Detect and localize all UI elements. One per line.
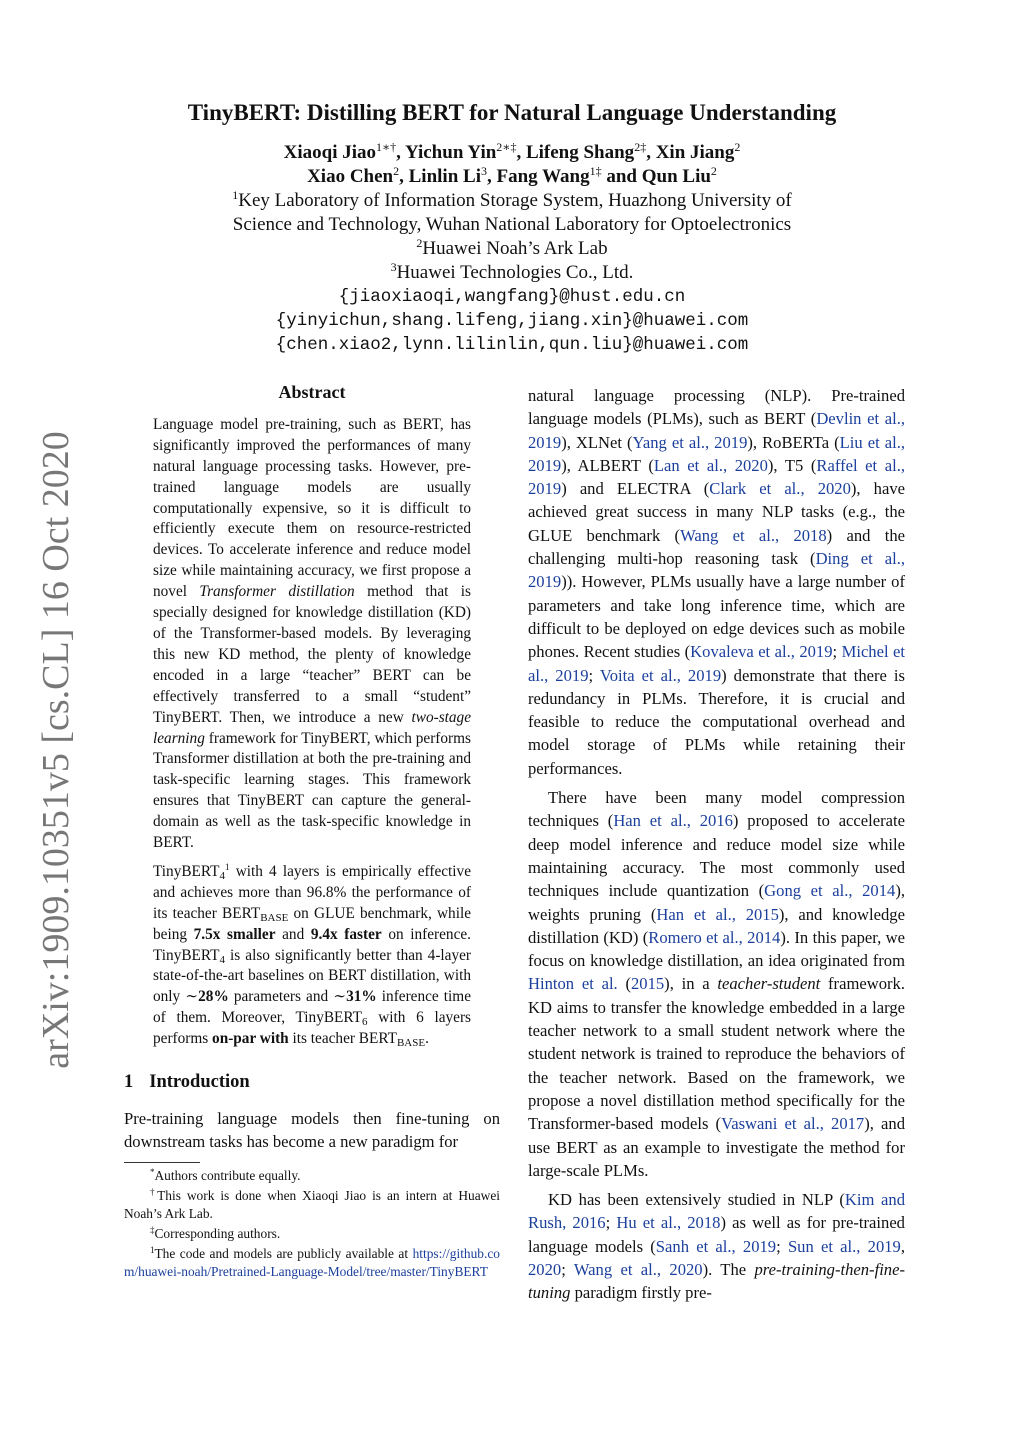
text-run: ), ALBERT (: [561, 455, 654, 475]
affiliation-1-line-2: Science and Technology, Wuhan National Laboratory for Optoelectronics: [232, 214, 792, 235]
text-run: paradigm firstly pre-: [570, 1283, 712, 1303]
citation-link[interactable]: Wang et al., 2018: [680, 525, 827, 545]
citation-link[interactable]: Han et al., 2015: [656, 904, 779, 924]
authors-line-2: Xiao Chen$^2$, Linlin Li$^3$, Fang Wang$^{1\ddagger}$ and Qun Liu$^2$: [307, 164, 717, 187]
author-list: [0, 141, 1024, 189]
citation-link[interactable]: Liu et al., 2019: [528, 432, 906, 475]
body-paragraph: [528, 384, 905, 780]
italic-term: Transformer distillation: [199, 583, 355, 601]
footnote-4: [124, 1245, 500, 1281]
intro-paragraph: Pre-training language models then fine-tuning on downstream tasks has become a new paradigm for: [124, 1109, 500, 1152]
subscript: 6: [362, 1016, 368, 1029]
text-run: ) and the challenging multi-hop reasoning task (: [528, 525, 905, 569]
author-name: Lifeng Shang: [525, 142, 635, 163]
citation-link[interactable]: 2015: [630, 974, 665, 994]
text-run: ;: [561, 1259, 574, 1279]
text-run: with 6 layers performs: [153, 1009, 471, 1048]
abstract-paragraph-1: [153, 415, 471, 854]
text-run: inference time of them. Moreover, TinyBERT: [153, 988, 471, 1027]
citation-link[interactable]: Devlin et al., 2019: [528, 409, 905, 452]
text-run: ;: [832, 642, 842, 662]
footnote-mark: 1: [225, 861, 230, 872]
author-affil-mark: 2: [710, 164, 717, 178]
subscript: 4: [219, 953, 226, 966]
text-run: )). However, PLMs usually have a large number of parameters and take long inference time, which are difficult to be deployed on edge devices such as mobile phones. Recent studies (: [528, 572, 905, 662]
footnote-text: This work is done when Xiaoqi Jiao is an intern at Huawei Noah’s Ark Lab.: [124, 1187, 500, 1221]
abstract-heading: Abstract: [278, 382, 346, 402]
text-run: ), weights pruning (: [528, 881, 905, 924]
author-name: Xin Jiang: [655, 142, 735, 163]
footnote-text: The code and models are publicly available at: [154, 1245, 413, 1261]
text-run: (: [617, 974, 631, 994]
text-run: ;: [605, 1213, 617, 1233]
affiliation-2: [0, 237, 1024, 261]
bold-term: 9.4x faster: [310, 925, 382, 943]
footnote-mark: ‡: [150, 1224, 155, 1235]
affil-text: Huawei Noah’s Ark Lab: [422, 238, 608, 259]
body-paragraph: [528, 1188, 905, 1304]
footnote-mark: 1: [150, 1244, 155, 1255]
text-run: ), T5 (: [767, 455, 817, 475]
author-name: Qun Liu: [641, 166, 711, 187]
citation-link[interactable]: Clark et al., 2020: [709, 479, 851, 499]
subscript: BASE: [396, 1037, 426, 1050]
abstract-body: [124, 415, 500, 1050]
text-run: on inference. TinyBERT: [153, 925, 471, 964]
author-affil-mark: 1∗†: [376, 140, 397, 154]
citation-link[interactable]: Kim and Rush, 2016: [528, 1190, 906, 1233]
citation-link[interactable]: Kovaleva et al., 2019: [690, 642, 833, 662]
footnote-text: Authors contribute equally.: [154, 1167, 301, 1183]
body-paragraph: [528, 786, 905, 1182]
footnote-1: [124, 1167, 500, 1185]
left-column: [124, 382, 500, 1283]
text-run: There have been many model compression techniques (: [528, 788, 905, 831]
affiliation-1-line-1: [0, 189, 1024, 213]
author-affil-mark: 3: [480, 164, 487, 178]
text-run: ) as well as for pre-trained language models (: [528, 1213, 905, 1256]
citation-link[interactable]: Han et al., 2016: [613, 811, 733, 831]
footnote-mark: †: [150, 1186, 158, 1197]
citation-link[interactable]: Hu et al., 2018: [616, 1213, 721, 1233]
text-run: TinyBERT: [153, 862, 220, 880]
text-run: natural language processing (NLP). Pre-trained language models (PLMs), such as BERT (: [528, 386, 905, 429]
affiliations: [0, 189, 1024, 357]
right-column: [528, 384, 905, 1311]
text-run: ) proposed to accelerate deep model inference and reduce model size while maintaining accuracy. The most commonly used techniques include quantization (: [528, 811, 905, 901]
citation-link[interactable]: Sanh et al., 2019: [655, 1236, 777, 1256]
affil-number: 1: [232, 188, 239, 202]
citation-link[interactable]: Wang et al., 2020: [573, 1259, 703, 1279]
citation-link[interactable]: Romero et al., 2014: [648, 927, 781, 947]
citation-link[interactable]: Lan et al., 2020: [653, 455, 768, 475]
text-run: and: [275, 925, 311, 943]
text-run: framework for TinyBERT, which performs Transformer distillation at both the pre-training and task-specific learning stages. This framework ensures that TinyBERT can capture the general-domain as well as the task-specific knowledge in BERT.: [153, 729, 471, 852]
author-name: Xiaoqi Jiao: [283, 142, 376, 163]
section-number: 1: [124, 1072, 134, 1093]
author-conjunction: and: [606, 166, 637, 187]
text-run: ). In this paper, we focus on knowledge distillation, an idea originated from: [528, 927, 906, 971]
footnote-3: [124, 1225, 500, 1243]
text-run: ;: [776, 1236, 788, 1256]
italic-term: pre-training-then-fine-tuning: [528, 1259, 905, 1303]
text-run: .: [425, 1030, 429, 1048]
email-line: {chen.xiao2,lynn.lilinlin,qun.liu}@huawei.com: [275, 335, 749, 355]
citation-link[interactable]: 2020: [528, 1259, 562, 1279]
section-title: Introduction: [149, 1072, 250, 1093]
email-line: {jiaoxiaoqi,wangfang}@hust.edu.cn: [338, 287, 686, 307]
arxiv-identifier: arXiv:1909.10351v5 [cs.CL] 16 Oct 2020: [35, 431, 77, 1069]
subscript: BASE: [260, 911, 289, 924]
author-affil-mark: 1‡: [589, 164, 602, 178]
bold-term: 7.5x smaller: [193, 925, 276, 943]
author-affil-mark: 2‡: [634, 140, 647, 154]
email-line: {yinyichun,shang.lifeng,jiang.xin}@huawei.com: [275, 311, 749, 331]
footnote-text: Corresponding authors.: [154, 1225, 281, 1241]
italic-term: teacher-student: [717, 974, 821, 994]
bold-term: on-par with: [212, 1030, 289, 1048]
text-run: ;: [588, 665, 600, 685]
text-run: with 4 layers is empirically effective and achieves more than 96.8% the performance of its teacher BERT: [153, 862, 471, 922]
text-run: parameters and ∼: [228, 988, 347, 1006]
text-run: ) demonstrate that there is redundancy in PLMs. Therefore, it is crucial and feasible to reduce the computational overhead and model storage of PLMs while retaining their performances.: [528, 665, 905, 778]
text-run: on GLUE benchmark, while being: [153, 904, 471, 943]
author-name: Yichun Yin: [404, 142, 497, 163]
author-affil-mark: 2: [734, 140, 741, 154]
text-run: ), and use BERT as an example to investigate the method for large-scale PLMs.: [528, 1114, 906, 1180]
text-run: ), and knowledge distillation (KD) (: [528, 904, 905, 947]
author-name: Xiao Chen: [307, 166, 394, 187]
text-run: ), in a: [664, 974, 718, 994]
text-run: ) and ELECTRA (: [561, 479, 710, 499]
footnote-rule: [124, 1162, 200, 1163]
text-run: ), have achieved great success in many NLP tasks (e.g., the GLUE benchmark (: [528, 479, 905, 545]
citation-link[interactable]: Vaswani et al., 2017: [721, 1114, 865, 1134]
citation-link[interactable]: Michel et al., 2019: [528, 642, 905, 685]
text-run: is also significantly better than 4-layer state-of-the-art baselines on BERT distillation, with only ∼: [153, 946, 471, 1006]
paper-title: TinyBERT: Distilling BERT for Natural Language Understanding: [187, 100, 837, 125]
citation-link[interactable]: Sun et al., 2019: [787, 1236, 901, 1256]
affil-number: 2: [416, 236, 423, 250]
text-run: KD has been extensively studied in NLP (: [548, 1190, 845, 1210]
authors-line-1: Xiaoqi Jiao$^{1∗\dagger}$, Yichun Yin$^{2∗\ddagger}$, Lifeng Shang$^{2\ddagger}$, Xin Jiang$^2$: [283, 140, 741, 163]
text-run: ,: [900, 1236, 906, 1256]
citation-link[interactable]: Ding et al., 2019: [528, 549, 905, 592]
text-run: its teacher BERT: [288, 1030, 397, 1048]
abstract-paragraph-2: [153, 862, 471, 1050]
code-repository-link[interactable]: https://github.com/huawei-noah/Pretrained-Language-Model/tree/master/TinyBERT: [124, 1245, 500, 1279]
citation-link[interactable]: Raffel et al., 2019: [528, 455, 905, 499]
author-affil-mark: 2∗‡: [496, 140, 517, 154]
italic-term: two-stage learning: [153, 708, 471, 747]
affil-text: Huawei Technologies Co., Ltd.: [396, 262, 634, 283]
affiliation-3: [0, 261, 1024, 285]
citation-link[interactable]: Voita et al., 2019: [599, 665, 722, 685]
footnotes: [124, 1167, 500, 1281]
author-name: Linlin Li: [408, 166, 481, 187]
citation-link[interactable]: Gong et al., 2014: [764, 881, 896, 901]
author-name: Fang Wang: [496, 166, 590, 187]
text-run: ). The: [702, 1259, 755, 1279]
footnote-mark: *: [150, 1166, 155, 1177]
text-run: Language model pre-training, such as BERT, has significantly improved the performances of many natural language processing tasks. However, pre-trained language models are usually computationally expensive, so it is difficult to efficiently execute them on resource-restricted devices. To accelerate inference and reduce model size while maintaining accuracy, we first propose a novel: [153, 415, 471, 601]
author-affil-mark: 2: [393, 164, 400, 178]
bold-term: 31%: [346, 988, 377, 1006]
subscript: 4: [219, 869, 226, 882]
text-run: ), XLNet (: [561, 432, 633, 452]
text-run: framework. KD aims to transfer the knowledge embedded in a large teacher network to a small student network where the student network is trained to reproduce the behaviors of the teacher network. Based on the framework, we propose a novel distillation method specifically for the Transformer-based models (: [528, 974, 905, 1134]
affil-text: Key Laboratory of Information Storage System, Huazhong University of: [238, 190, 792, 211]
citation-link[interactable]: Hinton et al.: [528, 974, 618, 994]
section-heading: [124, 1072, 500, 1093]
bold-term: 28%: [198, 988, 229, 1006]
footnote-2: [124, 1187, 500, 1223]
affil-number: 3: [390, 260, 397, 274]
text-run: ), RoBERTa (: [747, 432, 840, 452]
citation-link[interactable]: Yang et al., 2019: [632, 432, 748, 452]
text-run: method that is specially designed for knowledge distillation (KD) of the Transformer-based models. By leveraging this new KD method, the plenty of knowledge encoded in a large “teacher” BERT can be effectively transferred to a small “student” TinyBERT. Then, we introduce a new: [153, 583, 471, 726]
